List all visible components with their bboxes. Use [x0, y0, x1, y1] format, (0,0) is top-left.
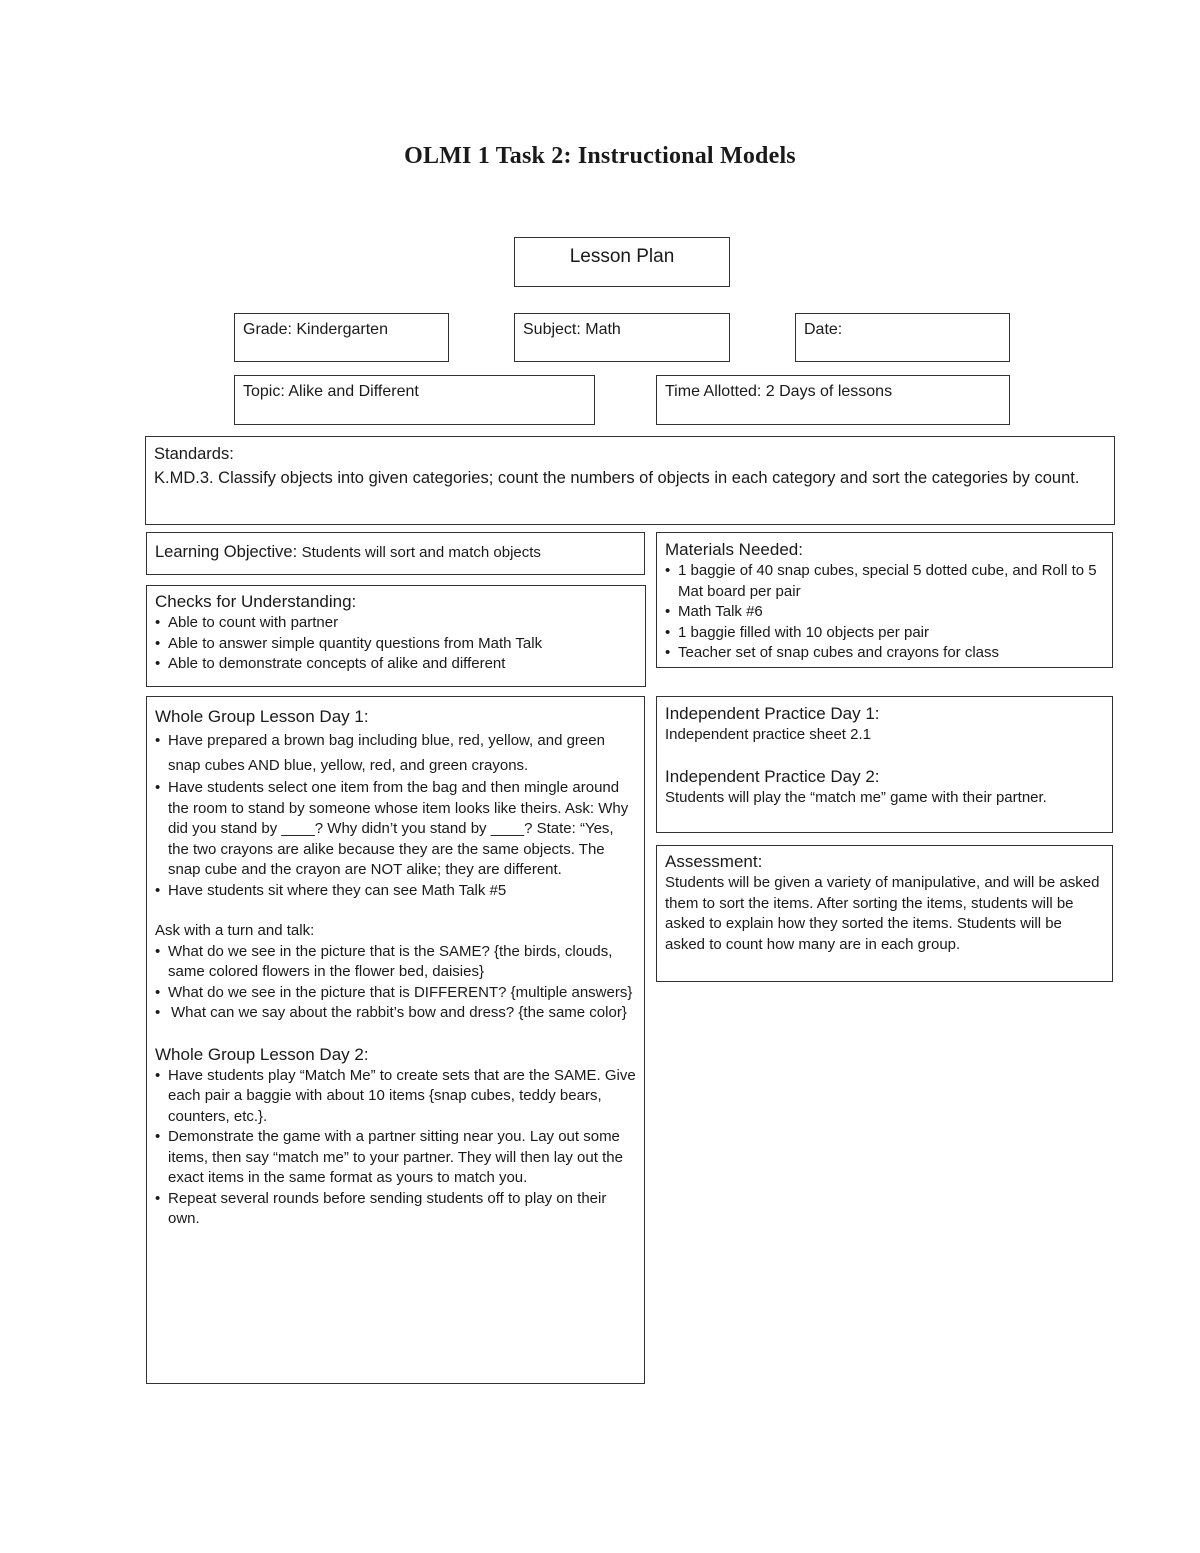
list-item: • What do we see in the picture that is DIFFERENT? {multiple answers}: [155, 983, 636, 1004]
page-title: OLMI 1 Task 2: Instructional Models: [404, 143, 796, 169]
topic-field: [234, 375, 595, 425]
list-item: • Have prepared a brown bag including blue, red, yellow, and green snap cubes AND blue, yellow, red, and green crayons.: [155, 728, 636, 778]
assessment-heading: Assessment:: [665, 852, 763, 871]
list-item: • Have students select one item from the bag and then mingle around the room to stand by someone whose item looks like theirs. Ask: Why did you stand by ____? Why didn’t you stand by ____? State: “Yes, the two crayons are alike because they are the same objects. The snap cube and the crayon are NOT alike; they are different.: [155, 778, 636, 881]
list-item: • Teacher set of snap cubes and crayons for class: [665, 643, 1104, 664]
list-item: • What can we say about the rabbit’s bow and dress? {the same color}: [155, 1003, 636, 1024]
standards-text: K.MD.3. Classify objects into given categories; count the numbers of objects in each category and sort the categories by count.: [154, 469, 1080, 487]
whole-group-day2-heading: Whole Group Lesson Day 2:: [155, 1044, 369, 1064]
independent-practice-day2-heading: Independent Practice Day 2:: [665, 766, 880, 786]
list-item: • 1 baggie of 40 snap cubes, special 5 dotted cube, and Roll to 5 Mat board per pair: [665, 561, 1104, 602]
checks-list: [155, 613, 637, 675]
independent-practice-day2-text: Students will play the “match me” game with their partner.: [665, 788, 1047, 806]
whole-group-lesson-box: [146, 696, 645, 1384]
list-item: • 1 baggie filled with 10 objects per pair: [665, 623, 1104, 644]
learning-objective-label: Learning Objective:: [155, 543, 298, 561]
materials-heading: Materials Needed:: [665, 540, 803, 559]
ask-heading: Ask with a turn and talk:: [155, 922, 315, 939]
learning-objective-box: [146, 532, 645, 575]
checks-heading: Checks for Understanding:: [155, 592, 357, 611]
materials-list: [665, 561, 1104, 664]
list-item: • Have students sit where they can see Math Talk #5: [155, 881, 636, 902]
materials-box: [656, 532, 1113, 668]
time-allotted-field: [656, 375, 1010, 425]
ask-list: [155, 942, 636, 1024]
assessment-text: Students will be given a variety of manipulative, and will be asked them to sort the items. After sorting the items, students will be asked to explain how they sorted the items. Students will be asked to count how many are in each group.: [665, 874, 1100, 953]
grade-field: [234, 313, 449, 362]
grade-label: Grade: Kindergarten: [243, 321, 388, 338]
learning-objective-text: Students will sort and match objects: [301, 544, 541, 561]
list-item: • Able to demonstrate concepts of alike and different: [155, 654, 637, 675]
list-item: • Math Talk #6: [665, 602, 1104, 623]
list-item: • Able to count with partner: [155, 613, 637, 634]
date-field: [795, 313, 1010, 362]
standards-heading: Standards:: [154, 445, 234, 463]
list-item: • Able to answer simple quantity questions from Math Talk: [155, 634, 637, 655]
time-allotted-label: Time Allotted: 2 Days of lessons: [665, 383, 893, 400]
list-item: • Have students play “Match Me” to create sets that are the SAME. Give each pair a baggie with about 10 items {snap cubes, teddy bears, counters, etc.}.: [155, 1066, 636, 1128]
whole-group-day2-list: [155, 1066, 636, 1230]
assessment-box: [656, 845, 1113, 982]
independent-practice-box: [656, 696, 1113, 833]
lesson-plan-header: Lesson Plan: [514, 237, 730, 287]
independent-practice-day1-heading: Independent Practice Day 1:: [665, 704, 880, 723]
subject-field: [514, 313, 730, 362]
list-item: • Repeat several rounds before sending students off to play on their own.: [155, 1189, 636, 1230]
whole-group-day1-list: [155, 728, 636, 901]
independent-practice-day1-text: Independent practice sheet 2.1: [665, 726, 871, 743]
date-label: Date:: [804, 321, 843, 338]
whole-group-day1-heading: Whole Group Lesson Day 1:: [155, 707, 369, 726]
list-item: • Demonstrate the game with a partner sitting near you. Lay out some items, then say “match me” to your partner. They will then lay out the exact items in the same format as yours to match you.: [155, 1127, 636, 1189]
subject-label: Subject: Math: [523, 321, 621, 338]
checks-box: [146, 585, 646, 687]
list-item: • What do we see in the picture that is the SAME? {the birds, clouds, same colored flowers in the flower bed, daisies}: [155, 942, 636, 983]
standards-box: [145, 436, 1115, 525]
topic-label: Topic: Alike and Different: [243, 383, 419, 400]
